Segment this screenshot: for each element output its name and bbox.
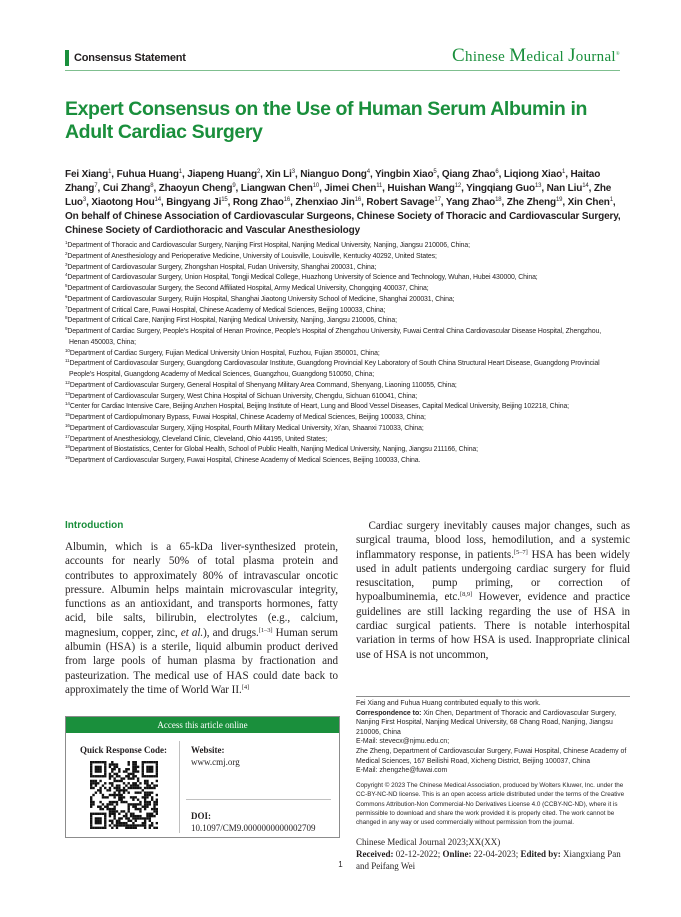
copyright-notice: Copyright © 2023 The Chinese Medical Association, produced by Wolters Kluwer, Inc. under the CC-BY-NC-ND license. This is an open access article distributed under the terms of the Creative Commons Attribution-Non Commercial-No Derivatives License 4.0 (CCBY-NC-ND), where it is permissible to download and share the work provided it is properly cited. The work cannot be changed in any way or used commercially without permission from the journal. <box>356 782 625 827</box>
citation-ref[interactable]: [8,9] <box>459 591 473 599</box>
affiliation-text: Department of Cardiovascular Surgery, the Second Affiliated Hospital, Army Medical University, Chongqing 400037, China; <box>67 285 429 292</box>
author-name: Jiapeng Huang <box>187 169 257 180</box>
affiliation-text: Department of Cardiovascular Surgery, Fuwai Hospital, Chinese Academy of Medical Sciences, Beijing 100033, China. <box>69 457 421 464</box>
affiliation-text: Department of Cardiac Surgery, Fujian Medical University Union Hospital, Fuzhou, Fujian 350001, China; <box>69 349 380 357</box>
author-name: Qiang Zhao <box>441 169 496 180</box>
affiliation-item <box>65 359 625 370</box>
email-1[interactable]: E-Mail: stevecx@njmu.edu.cn; <box>356 738 450 746</box>
author-affiliation-marker: 18 <box>495 197 502 204</box>
author-affiliation-marker: 9 <box>232 183 236 190</box>
author-affiliation-marker: 5 <box>433 169 437 175</box>
article-title: Expert Consensus on the Use of Human Serum Albumin in Adult Cardiac Surgery <box>65 98 587 143</box>
affiliation-text: Department of Cardiovascular Surgery, General Hospital of Shenyang Military Area Command, Shenyang, Liaoning 110055, China; <box>69 381 457 389</box>
author-name: Liqiong Xiao <box>503 169 563 180</box>
right-column <box>356 519 630 662</box>
affiliation-number: 13 <box>65 391 70 396</box>
author-name: Nan Liu <box>546 183 583 195</box>
author-name: Fei Xiang <box>65 169 109 180</box>
affiliation-number: 9 <box>65 327 68 331</box>
author-affiliation-marker: 16 <box>283 197 291 204</box>
author-affiliation-marker: 1 <box>108 169 112 175</box>
website-label: Website: <box>191 745 225 755</box>
affiliation-number: 17 <box>65 434 70 439</box>
journal-initial-m: M <box>509 45 527 66</box>
affiliation-number: 8 <box>65 316 68 321</box>
author-name: Yingqiang Guo <box>466 183 535 195</box>
citation-ref[interactable]: [4] <box>241 683 250 691</box>
author-name: Zhenxiao Jin <box>295 197 355 209</box>
author-affiliation-marker: 1 <box>178 169 182 175</box>
author-affiliation-marker: 2 <box>256 169 261 175</box>
affiliation-text: Department of Cardiovascular Surgery, Zhongshan Hospital, Fudan University, Shanghai 200031, China; <box>67 263 377 271</box>
author-affiliation-marker: 11 <box>376 183 383 190</box>
affiliation-list <box>65 241 625 467</box>
journal-name <box>452 45 620 67</box>
author-affiliation-marker: 7 <box>94 183 98 190</box>
affiliation-number: 14 <box>65 402 70 407</box>
author-affiliation-marker: 3 <box>82 197 87 204</box>
affiliation-item <box>65 273 625 284</box>
affiliation-number: 1 <box>65 241 68 245</box>
box-divider <box>179 741 180 833</box>
authors-group-statement: On behalf of Chinese Association of Cardiovascular Surgeons, Chinese Society of Thoracic and Cardiovascular Surgery, Chinese Society of Cardiothoracic and Vascular Anesthesiology <box>65 211 621 237</box>
section-bar <box>65 50 69 66</box>
author-affiliation-marker: 1 <box>609 197 613 204</box>
qr-label: Quick Response Code: <box>80 745 168 755</box>
journal-word-1: hinese <box>465 49 510 65</box>
intro-heading: Introduction <box>65 520 124 531</box>
author-name: Zhe Luo <box>65 183 612 209</box>
author-name: Zhe Zheng <box>506 197 556 209</box>
footnotes <box>356 699 630 776</box>
author-affiliation-marker: 3 <box>291 169 295 175</box>
affiliation-number: 12 <box>65 380 70 385</box>
box-divider-horizontal <box>186 799 331 800</box>
author-affiliation-marker: 15 <box>221 197 228 204</box>
affiliation-text: Department of Critical Care, Nanjing First Hospital, Nanjing Medical University, Nanjing, Jiangsu 210006, China; <box>67 317 397 325</box>
access-box-header: Access this article online <box>66 717 339 733</box>
footnote-rule <box>356 696 630 697</box>
author-affiliation-marker: 12 <box>454 183 462 190</box>
author-affiliation-marker: 8 <box>150 183 154 190</box>
affiliation-number: 6 <box>65 294 68 299</box>
author-affiliation-marker: 14 <box>154 197 161 204</box>
affiliation-item <box>65 327 625 338</box>
author-affiliation-marker: 13 <box>534 183 542 190</box>
affiliation-number: 16 <box>65 423 70 428</box>
affiliation-text: Department of Cardiovascular Surgery, Ruijin Hospital, Shanghai Jiaotong University School of Medicine, Shanghai 200031, China; <box>67 295 455 303</box>
author-name: Zhaoyun Cheng <box>158 183 233 195</box>
author-name: Robert Savage <box>366 197 435 209</box>
left-column <box>65 520 338 697</box>
affiliation-number: 10 <box>65 348 70 353</box>
affiliation-number: 5 <box>65 284 68 288</box>
section-tag <box>65 50 186 66</box>
author-name: Liangwan Chen <box>240 183 313 195</box>
correspondence-2: Zhe Zheng, Department of Cardiovascular Surgery, Fuwai Hospital, Chinese Academy of Medical Sciences, 167 Beilishi Road, Xicheng District, Beijing 100037, China <box>356 747 627 765</box>
author-name: Yingbin Xiao <box>375 169 434 180</box>
equal-contribution-note: Fei Xiang and Fuhua Huang contributed equally to this work. <box>356 700 541 707</box>
affiliation-item <box>65 402 625 413</box>
affiliation-item <box>65 295 625 306</box>
doi-label: DOI: <box>191 811 211 821</box>
affiliation-item <box>65 241 625 252</box>
author-name: Xin Chen <box>567 197 610 209</box>
author-list: Fei Xiang$^1$, Fuhua Huang$^1$, Jiapeng Huang$^2$, Xin Li$^3$, Nianguo Dong$^4$, Yingbin Xiao$^5$, Qiang Zhao$^6$, Liqiong Xiao$^1$, Haitao Zhang$^7$, Cui Zhang$^8$, Zhaoyun Cheng$^9$, Liangwan Chen$^{10}$, Jimei Chen$^{11}$, Huishan Wang$^{12}$, Yingqiang Guo$^{13}$, Nan Liu$^{14}$, Zhe Luo$^3$, Xiaotong Hou$^{14}$, Bingyang Ji$^{15}$, Rong Zhao$^{16}$, Zhenxiao Jin$^{16}$, Robert Savage$^{17}$, Yang Zhao$^{18}$, Zhe Zheng$^{19}$, Xin Chen$^1$, On behalf of Chinese Association of Cardiovascular Surgeons, Chinese Society of Thoracic and Cardiovascular Surgery, Chinese Society of Cardiothoracic and Vascular Anesthesiology <box>65 169 621 237</box>
author-name: Huishan Wang <box>387 183 455 195</box>
affiliation-item <box>65 381 625 392</box>
registered-mark: ® <box>615 52 620 57</box>
affiliation-item <box>65 316 625 327</box>
author-name: Yang Zhao <box>445 197 496 209</box>
website-link[interactable]: www.cmj.org <box>191 757 240 767</box>
affiliation-number: 7 <box>65 305 68 310</box>
affiliation-number: 2 <box>65 251 68 256</box>
doi-link[interactable]: 10.1097/CM9.0000000000002709 <box>191 823 316 833</box>
author-affiliation-marker: 4 <box>366 169 370 175</box>
affiliation-number: 15 <box>65 413 70 417</box>
section-label: Consensus Statement <box>74 52 186 64</box>
citation-ref[interactable]: [1–3] <box>258 626 273 634</box>
affiliation-text: Department of Anesthesiology, Cleveland Clinic, Cleveland, Ohio 44195, United States; <box>69 435 328 443</box>
author-name: Xin Li <box>265 169 292 180</box>
header-rule <box>65 70 620 71</box>
affiliation-item <box>65 263 625 274</box>
affiliation-item <box>65 445 625 456</box>
running-header <box>65 45 620 69</box>
affiliation-item <box>65 456 625 467</box>
access-article-box <box>65 716 340 838</box>
affiliation-text: Department of Cardiac Surgery, People’s Hospital of Henan Province, People’s Hospital of Zhengzhou University, Fuwai Central China Cardiovascular Disease Hospital, Zhengzhou, <box>67 328 602 335</box>
affiliation-item <box>65 424 625 435</box>
affiliation-number: 11 <box>65 359 70 364</box>
author-affiliation-marker: 1 <box>562 169 566 175</box>
affiliation-text: Department of Critical Care, Fuwai Hospital, Chinese Academy of Medical Sciences, Beijing 100033, China; <box>67 306 386 314</box>
author-affiliation-marker: 6 <box>495 169 499 175</box>
author-affiliation-marker: 14 <box>582 183 589 190</box>
affiliation-item <box>65 349 625 360</box>
citation-ref[interactable]: [5–7] <box>513 548 528 556</box>
affiliation-number: 19 <box>65 456 70 460</box>
affiliation-continuation: Henan 450003, China; <box>69 338 136 346</box>
author-affiliation-marker: 17 <box>434 197 441 204</box>
affiliation-number: 3 <box>65 262 68 267</box>
author-affiliation-marker: 10 <box>312 183 320 190</box>
author-name: Haitao Zhang <box>65 169 601 195</box>
author-name: Xiaotong Hou <box>91 197 155 209</box>
author-name: Rong Zhao <box>232 197 284 209</box>
correspondence-1: Correspondence to: Xin Chen, Department of Thoracic and Cardiovascular Surgery, Nanjing First Hospital, Nanjing Medical University, 68 Chang Road, Nanjing, Jiangsu 210006, China <box>356 709 617 736</box>
affiliation-text: Department of Cardiopulmonary Bypass, Fuwai Hospital, Chinese Academy of Medical Sciences, Beijing 100033, China; <box>69 414 426 421</box>
affiliation-item <box>65 392 625 403</box>
author-affiliation-marker: 16 <box>354 197 362 204</box>
affiliation-text: Department of Cardiovascular Surgery, Xijing Hospital, Fourth Military Medical University, Xi’an, Shaanxi 710033, China; <box>69 424 424 432</box>
journal-word-3: ournal <box>575 49 616 65</box>
author-affiliation-marker: 19 <box>555 197 563 204</box>
affiliation-item <box>65 413 625 424</box>
author-name: Cui Zhang <box>102 183 151 195</box>
journal-word-2: edical <box>526 49 569 65</box>
author-name: Bingyang Ji <box>166 197 222 209</box>
article-dates: Received: 02-12-2022; Online: 22-04-2023; Edited by: Xiangxiang Pan and Peifang Wei <box>356 849 621 871</box>
page-number: 1 <box>338 860 343 869</box>
affiliation-item <box>65 284 625 295</box>
affiliation-text: Department of Thoracic and Cardiovascular Surgery, Nanjing First Hospital, Nanjing Medical University, Nanjing, Jiangsu 210006, China; <box>67 242 470 249</box>
affiliation-text: Department of Cardiovascular Surgery, Union Hospital, Tongji Medical College, Huazhong University of Science and Technology, Wuhan, Hubei 430000, China; <box>67 274 538 282</box>
journal-citation: Chinese Medical Journal 2023;XX(XX) <box>356 837 501 847</box>
affiliation-text: Department of Cardiovascular Surgery, West China Hospital of Sichuan University, Chengdu, Sichuan 610041, China; <box>69 392 418 400</box>
affiliation-text: Department of Cardiovascular Surgery, Guangdong Cardiovascular Institute, Guangdong Provincial Key Laboratory of South China Structural Heart Disease, Guangdong Provincial <box>69 360 600 368</box>
affiliation-continuation: People’s Hospital, Guangdong Academy of Medical Sciences, Guangzhou, Guangdong 510050, China; <box>69 371 375 378</box>
affiliation-item <box>65 435 625 446</box>
email-2[interactable]: E-Mail: zhengzhe@fuwai.com <box>356 767 448 775</box>
affiliation-item <box>65 306 625 317</box>
affiliation-text: Center for Cardiac Intensive Care, Beijing Anzhen Hospital, Beijing Institute of Heart, Lung and Blood Vessel Diseases, Capital Medical University, Beijing 102218, China; <box>69 403 569 411</box>
journal-initial-c: C <box>452 45 466 66</box>
affiliation-text: Department of Biostatistics, Center for Global Health, School of Public Health, Nanjing Medical University, Nanjing, Jiangsu 211166, China; <box>69 446 478 454</box>
affiliation-item <box>65 252 625 263</box>
journal-initial-j: J <box>568 45 576 66</box>
author-name: Nianguo Dong <box>300 169 367 180</box>
intro-paragraph-1: Albumin, which is a 65-kDa liver-synthesized protein, accounts for nearly 50% of total plasma protein and contributes to approximately 80% of intravascular oncotic pressure. Albumin helps maintain microvascular integrity, functions as an antioxidant, and transports hormones, fatty acid, bile salts, bilirubin, electrolytes (e.g., calcium, magnesium, copper, zinc, et al.), and drugs.[1–3] Human serum albumin (HSA) is a sterile, liquid albumin product derived from large pools of human plasma by fractionation and pasteurization. The medical use of HAS could date back to approximately the time of World War II.[4] <box>65 541 339 696</box>
intro-paragraph-2: Cardiac surgery inevitably causes major changes, such as surgical trauma, blood loss, hemodilution, and a systemic inflammatory response, in patients.[5–7] HSA has been widely used in adult patients undergoing cardiac surgery for fluid resuscitation, pump priming, or correction of hypoalbuminemia, etc.[8,9] However, evidence and practice guidelines are still lacking regarding the use of HSA in cardiac surgical patients. There is notable interhospital variation in terms of how HSA is used. Inappropriate clinical use of HSA is not uncommon, <box>356 520 630 661</box>
qr-code-icon[interactable] <box>90 761 158 829</box>
affiliation-text: Department of Anesthesiology and Perioperative Medicine, University of Louisville, Louisville, Kentucky 40292, United States; <box>67 252 437 260</box>
affiliation-number: 18 <box>65 445 70 450</box>
author-name: Jimei Chen <box>324 183 377 195</box>
affiliation-number: 4 <box>65 273 68 278</box>
author-name: Fuhua Huang <box>116 169 179 180</box>
